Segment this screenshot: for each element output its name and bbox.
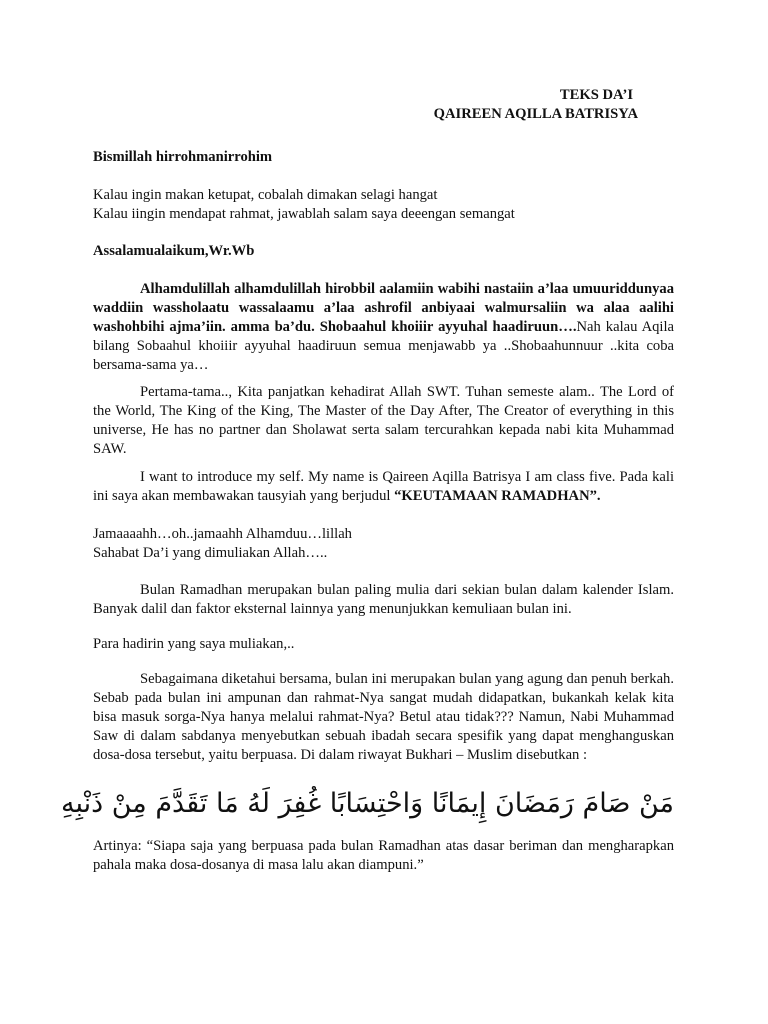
document-header [93, 86, 674, 124]
sermon-title: “KEUTAMAAN RAMADHAN”. [394, 488, 601, 504]
paragraph-pertama: Pertama-tama.., Kita panjatkan kehadirat Allah SWT. Tuhan semeste alam.. The Lord of the World, The King of the King, The Master of the Day After, The Creator of everything in this universe, He has no partner dan Sholawat serta salam tercurahkan kepada nabi kita Muhammad SAW. [93, 384, 674, 457]
paragraph-sebagaimana: Sebagaimana diketahui bersama, bulan ini merupakan bulan yang agung dan penuh berkah. Sebab pada bulan ini ampunan dan rahmat-Nya sangat mudah didapatkan, bukankah kelak kita bisa masuk sorga-Nya hanya melalui rahmat-Nya? Betul atau tidak??? Namun, Nabi Muhammad Saw di dalam sabdanya menyebutkan sebuah ibadah secara spesifik yang dapat menghanguskan dosa-dosa tersebut, yaitu berpuasa. Di dalam riwayat Bukhari – Muslim disebutkan : [93, 671, 674, 763]
jamaah-block [93, 525, 674, 563]
hadith-translation: Artinya: “Siapa saja yang berpuasa pada bulan Ramadhan atas dasar beriman dan mengharapkan pahala maka dosa-dosanya di masa lalu akan diampuni.” [93, 838, 674, 873]
intro-text: I want to introduce my self. My name is Qaireen Aqilla Batrisya I am class five. Pada kali ini saya akan membawakan tausyiah yang berjudul [93, 469, 674, 504]
bismillah-line: Bismillah hirrohmanirrohim [93, 149, 273, 165]
opening-arabic-transliteration: Alhamdulillah alhamdulillah hirobbil aalamiin wabihi nastaiin a’laa umuuriddunyaa waddiin wassholaatu wassalaamu a’laa ashrofil anbiyaai walmursaliin wa alaa aalihi washohbihi ajma’iin. amma ba’du. Shobaahul khoiiir ayyuhal haadiruun…. [93, 281, 674, 335]
pantun-block [93, 186, 674, 224]
paragraph-introduction [93, 468, 674, 506]
opening-continuation: Nah kalau Aqila bilang Sobaahul khoiiir ayyuhal haadiruun semua menjawabb ya ..Shobaahunnuur ..kita coba bersama-sama ya… [93, 319, 674, 373]
pantun-line-2: Kalau iingin mendapat rahmat, jawablah salam saya deeengan semangat [93, 206, 515, 222]
paragraph-bulan-ramadhan: Bulan Ramadhan merupakan bulan paling mulia dari sekian bulan dalam kalender Islam. Banyak dalil dan faktor eksternal lainnya yang menunjukkan kemuliaan bulan ini. [93, 582, 674, 617]
salam-line: Assalamualaikum,Wr.Wb [93, 243, 255, 259]
jamaah-line-2: Sahabat Da’i yang dimuliakan Allah….. [93, 545, 328, 561]
title-line-2: QAIREEN AQILLA BATRISYA [433, 106, 638, 122]
document-body [60, 86, 674, 875]
hadith-arabic-text: مَنْ صَامَ رَمَضَانَ إِيمَانًا وَاحْتِسَابًا غُفِرَ لَهُ مَا تَقَدَّمَ مِنْ ذَنْبِهِ [60, 788, 674, 819]
opening-paragraph [93, 280, 674, 375]
paragraph-hadirin: Para hadirin yang saya muliakan,.. [93, 636, 295, 652]
pantun-line-1: Kalau ingin makan ketupat, cobalah dimakan selagi hangat [93, 187, 438, 203]
title-line-1: TEKS DA’I [559, 87, 633, 103]
jamaah-line-1: Jamaaaahh…oh..jamaahh Alhamduu…lillah [93, 526, 352, 542]
